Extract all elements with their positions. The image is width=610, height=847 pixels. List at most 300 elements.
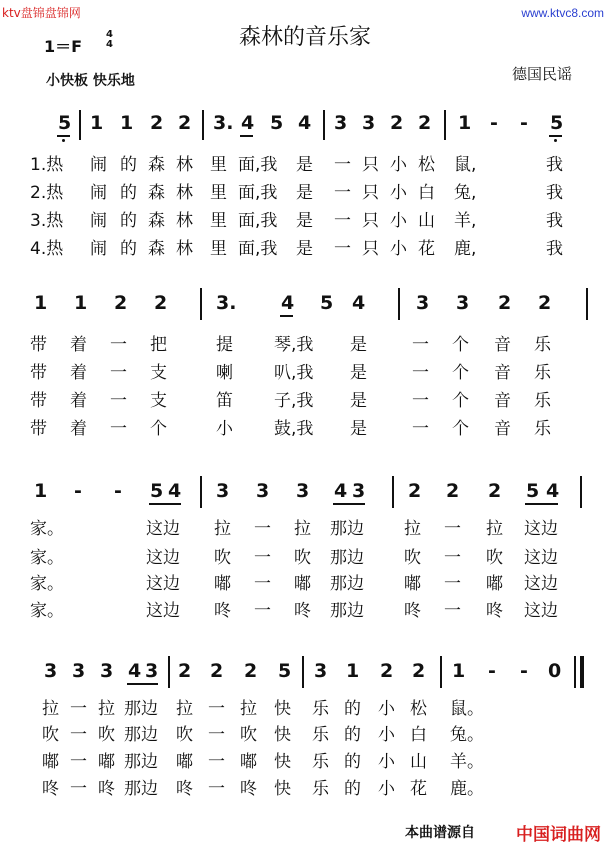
note: - [490, 112, 498, 134]
lyric-syllable: 吹 [42, 725, 59, 745]
barline [323, 110, 325, 140]
lyric-syllable: 家。 [30, 574, 64, 594]
lyric-syllable: 林 [176, 183, 193, 203]
lyric-syllable: 乐 [534, 363, 551, 383]
lyric-syllable: 快 [274, 725, 291, 745]
lyric-syllable: 是 [296, 211, 313, 231]
lyric-syllable: 一 [254, 601, 271, 621]
key-signature: 1＝F [44, 37, 83, 56]
eighth-underline [240, 135, 253, 137]
note: - [74, 480, 82, 502]
watermark-left: ktv盘锦盘锦网 [2, 6, 81, 20]
note: 0 [548, 660, 562, 682]
lyric-line-3 [0, 206, 610, 232]
lyric-syllable: 里 [210, 211, 227, 231]
lyric-syllable: 一 [70, 699, 87, 719]
lyric-syllable: 一 [444, 548, 461, 568]
barline [392, 476, 394, 508]
lyric-syllable: 白 [410, 725, 427, 745]
lyric-syllable: 一 [110, 335, 127, 355]
note: 5 [278, 660, 292, 682]
note: 4 [298, 112, 312, 134]
note: 5 [270, 112, 284, 134]
eighth-underline [549, 135, 562, 137]
score-system-4 [0, 654, 610, 824]
barline [444, 110, 446, 140]
lyric-syllable: 拉 [486, 519, 503, 539]
lyric-syllable: 乐 [312, 699, 329, 719]
lyric-syllable: 吹 [294, 548, 311, 568]
score-system-1 [0, 104, 610, 274]
lyric-syllable: 着 [70, 363, 87, 383]
eighth-underline [333, 503, 365, 505]
lyric-syllable: 我 [546, 155, 563, 175]
note: 3 [334, 112, 348, 134]
note: 4 [128, 660, 142, 682]
note: - [520, 660, 528, 682]
lyric-syllable: 咚 [486, 601, 503, 621]
lyric-syllable: 森 [148, 155, 165, 175]
song-title: 森林的音乐家 [238, 25, 371, 50]
lyric-syllable: 小 [378, 699, 395, 719]
lyric-syllable: 那边 [124, 725, 158, 745]
lyric-syllable: 那边 [124, 699, 158, 719]
lyric-syllable: 面,我 [238, 211, 278, 231]
note: 2 [488, 480, 502, 502]
barline [440, 656, 442, 688]
lyric-syllable: 这边 [524, 601, 558, 621]
lyric-syllable: 的 [344, 752, 361, 772]
lyric-syllable: 家。 [30, 519, 64, 539]
note: 2 [150, 112, 164, 134]
barline [398, 288, 400, 320]
lyric-syllable: 咚 [294, 601, 311, 621]
lyric-syllable: 吹 [214, 548, 231, 568]
lyric-syllable: 4.热 [30, 239, 64, 259]
lyric-syllable: 一 [254, 519, 271, 539]
note: 2 [114, 292, 128, 314]
lyric-syllable: 乐 [534, 335, 551, 355]
time-signature-bottom: 4 [106, 39, 113, 50]
lyric-line-4 [0, 774, 610, 800]
lyric-syllable: 这边 [524, 548, 558, 568]
lyric-syllable: 小 [216, 419, 233, 439]
note: 5 [550, 112, 564, 134]
lyric-syllable: 带 [30, 391, 47, 411]
note: 3 [44, 660, 58, 682]
lyric-syllable: 嘟 [486, 574, 503, 594]
lyric-syllable: 一 [110, 391, 127, 411]
lyric-syllable: 嘟 [176, 752, 193, 772]
note: 2 [244, 660, 258, 682]
lyric-syllable: 那边 [330, 548, 364, 568]
lyric-syllable: 是 [350, 419, 367, 439]
lyric-syllable: 羊。 [450, 752, 484, 772]
lyric-syllable: 喇 [216, 363, 233, 383]
lyric-syllable: 一 [334, 211, 351, 231]
lyric-syllable: 着 [70, 391, 87, 411]
lyric-syllable: 的 [344, 725, 361, 745]
lyric-syllable: 咚 [98, 779, 115, 799]
lyric-syllable: 松 [410, 699, 427, 719]
lyric-syllable: 小 [390, 155, 407, 175]
note: 2 [380, 660, 394, 682]
lyric-syllable: 是 [350, 391, 367, 411]
lyric-syllable: 一 [334, 155, 351, 175]
low-octave-dot [62, 139, 65, 142]
lyric-syllable: 面,我 [238, 183, 278, 203]
lyric-line-1 [0, 694, 610, 720]
lyric-syllable: 咚 [240, 779, 257, 799]
note: 1 [34, 480, 48, 502]
eighth-underline [149, 503, 181, 505]
final-barline-thick [580, 656, 584, 688]
lyric-syllable: 森 [148, 183, 165, 203]
note: 2 [154, 292, 168, 314]
barline [302, 656, 304, 688]
lyric-syllable: 一 [208, 752, 225, 772]
lyric-syllable: 嘟 [404, 574, 421, 594]
lyric-syllable: 山 [418, 211, 435, 231]
lyric-syllable: 3.热 [30, 211, 64, 231]
lyric-syllable: 的 [120, 155, 137, 175]
lyric-syllable: 兔, [454, 183, 477, 203]
note: 4 [352, 292, 366, 314]
watermark-right: www.ktvc8.com [521, 6, 604, 20]
lyric-syllable: 一 [110, 363, 127, 383]
lyric-syllable: 吹 [176, 725, 193, 745]
lyric-syllable: 吹 [98, 725, 115, 745]
source-label: 本曲谱源自 [405, 825, 475, 841]
lyric-line-4 [0, 234, 610, 260]
lyric-syllable: 拉 [214, 519, 231, 539]
lyric-syllable: 拉 [240, 699, 257, 719]
note: 3 [256, 480, 270, 502]
lyric-syllable: 个 [150, 419, 167, 439]
lyric-syllable: 只 [362, 155, 379, 175]
lyric-syllable: 林 [176, 211, 193, 231]
note: 3 [352, 480, 366, 502]
note: 3 [456, 292, 470, 314]
lyric-syllable: 森 [148, 211, 165, 231]
lyric-syllable: 着 [70, 335, 87, 355]
lyric-syllable: 乐 [312, 752, 329, 772]
lyric-syllable: 这边 [146, 574, 180, 594]
note: 3. [213, 112, 234, 134]
barline [586, 288, 588, 320]
lyric-syllable: 那边 [330, 519, 364, 539]
lyric-syllable: 鹿。 [450, 779, 484, 799]
note: 2 [210, 660, 224, 682]
lyric-syllable: 是 [296, 155, 313, 175]
lyric-syllable: 吹 [486, 548, 503, 568]
lyric-syllable: 是 [296, 239, 313, 259]
lyric-syllable: 一 [444, 519, 461, 539]
lyric-syllable: 一 [70, 779, 87, 799]
lyric-syllable: 支 [150, 363, 167, 383]
lyric-syllable: 这边 [524, 574, 558, 594]
lyric-syllable: 拉 [404, 519, 421, 539]
note: 5 [58, 112, 72, 134]
low-octave-dot [554, 139, 557, 142]
source-site-link[interactable]: 中国词曲网 [516, 825, 601, 845]
note: 1 [74, 292, 88, 314]
lyric-syllable: 只 [362, 239, 379, 259]
note: 2 [498, 292, 512, 314]
lyric-syllable: 嘟 [240, 752, 257, 772]
lyric-syllable: 嘟 [214, 574, 231, 594]
lyric-syllable: 白 [418, 183, 435, 203]
lyric-syllable: 快 [274, 752, 291, 772]
lyric-syllable: 乐 [312, 725, 329, 745]
lyric-syllable: 小 [390, 211, 407, 231]
lyric-syllable: 家。 [30, 548, 64, 568]
lyric-syllable: 音 [494, 419, 511, 439]
note: 4 [281, 292, 295, 314]
lyric-syllable: 小 [390, 183, 407, 203]
barline [202, 110, 204, 140]
lyric-syllable: 鼓,我 [274, 419, 314, 439]
lyric-syllable: 拉 [98, 699, 115, 719]
lyric-syllable: 带 [30, 419, 47, 439]
lyric-syllable: 咚 [176, 779, 193, 799]
eighth-underline [280, 315, 293, 317]
note: 5 [526, 480, 540, 502]
lyric-syllable: 闹 [90, 183, 107, 203]
lyric-syllable: 一 [444, 601, 461, 621]
note: 3 [145, 660, 159, 682]
lyric-syllable: 一 [208, 699, 225, 719]
lyric-syllable: 小 [378, 779, 395, 799]
note: 3 [362, 112, 376, 134]
lyric-syllable: 只 [362, 183, 379, 203]
lyric-syllable: 一 [334, 239, 351, 259]
lyric-syllable: 个 [452, 391, 469, 411]
lyric-line-1 [0, 150, 610, 176]
lyric-syllable: 只 [362, 211, 379, 231]
note: - [114, 480, 122, 502]
lyric-syllable: 林 [176, 239, 193, 259]
lyric-syllable: 的 [344, 699, 361, 719]
lyric-syllable: 乐 [534, 419, 551, 439]
lyric-syllable: 带 [30, 335, 47, 355]
note: 1 [120, 112, 134, 134]
barline [200, 288, 202, 320]
lyric-syllable: 一 [412, 391, 429, 411]
lyric-syllable: 里 [210, 239, 227, 259]
lyric-syllable: 音 [494, 363, 511, 383]
lyric-syllable: 一 [70, 725, 87, 745]
lyric-syllable: 的 [120, 183, 137, 203]
lyric-syllable: 山 [410, 752, 427, 772]
lyric-syllable: 拉 [294, 519, 311, 539]
lyric-syllable: 带 [30, 363, 47, 383]
lyric-syllable: 的 [344, 779, 361, 799]
note: 1 [346, 660, 360, 682]
note: 1 [452, 660, 466, 682]
note: 5 [320, 292, 334, 314]
tempo-marking: 小快板 快乐地 [46, 73, 135, 89]
lyric-syllable: 叭,我 [274, 363, 314, 383]
lyric-syllable: 小 [390, 239, 407, 259]
lyric-line-4 [0, 414, 610, 440]
lyric-syllable: 林 [176, 155, 193, 175]
eighth-underline [525, 503, 558, 505]
lyric-syllable: 咚 [214, 601, 231, 621]
lyric-line-2 [0, 358, 610, 384]
lyric-syllable: 提 [216, 335, 233, 355]
lyric-syllable: 兔。 [450, 725, 484, 745]
note: 2 [412, 660, 426, 682]
note: 2 [418, 112, 432, 134]
note: 2 [538, 292, 552, 314]
lyric-syllable: 音 [494, 391, 511, 411]
note: 2 [178, 660, 192, 682]
note: 3. [216, 292, 237, 314]
lyric-syllable: 一 [334, 183, 351, 203]
lyric-syllable: 着 [70, 419, 87, 439]
lyric-syllable: 面,我 [238, 155, 278, 175]
lyric-syllable: 这边 [524, 519, 558, 539]
note: 3 [216, 480, 230, 502]
lyric-syllable: 一 [110, 419, 127, 439]
lyric-syllable: 花 [418, 239, 435, 259]
note: 3 [100, 660, 114, 682]
note: 2 [178, 112, 192, 134]
lyric-syllable: 琴,我 [274, 335, 314, 355]
lyric-syllable: 的 [120, 211, 137, 231]
lyric-line-4 [0, 596, 610, 622]
barline [200, 476, 202, 508]
barline [79, 110, 81, 140]
note: - [520, 112, 528, 134]
note: 4 [241, 112, 255, 134]
time-signature-top: 4 [106, 29, 113, 40]
lyric-syllable: 我 [546, 239, 563, 259]
lyric-syllable: 家。 [30, 601, 64, 621]
lyric-syllable: 子,我 [274, 391, 314, 411]
lyric-syllable: 这边 [146, 548, 180, 568]
lyric-syllable: 一 [208, 779, 225, 799]
note: 3 [416, 292, 430, 314]
lyric-syllable: 支 [150, 391, 167, 411]
lyric-syllable: 羊, [454, 211, 477, 231]
lyric-syllable: 乐 [534, 391, 551, 411]
lyric-syllable: 一 [444, 574, 461, 594]
lyric-syllable: 那边 [330, 601, 364, 621]
lyric-syllable: 个 [452, 363, 469, 383]
lyric-syllable: 拉 [42, 699, 59, 719]
lyric-syllable: 一 [412, 363, 429, 383]
lyric-syllable: 2.热 [30, 183, 64, 203]
note: 4 [168, 480, 182, 502]
lyric-syllable: 鼠, [454, 155, 477, 175]
lyric-syllable: 吹 [240, 725, 257, 745]
note: 3 [314, 660, 328, 682]
lyric-syllable: 那边 [330, 574, 364, 594]
barline [168, 656, 170, 688]
lyric-syllable: 一 [254, 548, 271, 568]
lyric-line-2 [0, 543, 610, 569]
lyric-syllable: 里 [210, 155, 227, 175]
note: 2 [446, 480, 460, 502]
lyric-syllable: 松 [418, 155, 435, 175]
lyric-line-3 [0, 386, 610, 412]
lyric-syllable: 小 [378, 725, 395, 745]
lyric-syllable: 音 [494, 335, 511, 355]
lyric-syllable: 那边 [124, 779, 158, 799]
lyric-line-2 [0, 720, 610, 746]
note: 1 [458, 112, 472, 134]
note: 3 [72, 660, 86, 682]
lyric-syllable: 咚 [42, 779, 59, 799]
lyric-syllable: 是 [350, 363, 367, 383]
lyric-line-3 [0, 747, 610, 773]
note: 1 [90, 112, 104, 134]
lyric-syllable: 我 [546, 211, 563, 231]
score-system-3 [0, 472, 610, 642]
lyric-syllable: 拉 [176, 699, 193, 719]
lyric-syllable: 鹿, [454, 239, 477, 259]
lyric-syllable: 一 [70, 752, 87, 772]
lyric-syllable: 嘟 [42, 752, 59, 772]
lyric-syllable: 的 [120, 239, 137, 259]
lyric-syllable: 嘟 [294, 574, 311, 594]
eighth-underline [57, 135, 70, 137]
lyric-syllable: 是 [296, 183, 313, 203]
lyric-syllable: 个 [452, 419, 469, 439]
note: 2 [390, 112, 404, 134]
lyric-syllable: 乐 [312, 779, 329, 799]
lyric-syllable: 我 [546, 183, 563, 203]
lyric-syllable: 1.热 [30, 155, 64, 175]
lyric-syllable: 快 [274, 779, 291, 799]
lyric-syllable: 吹 [404, 548, 421, 568]
lyric-syllable: 是 [350, 335, 367, 355]
note: 4 [546, 480, 560, 502]
lyric-line-1 [0, 514, 610, 540]
lyric-syllable: 闹 [90, 211, 107, 231]
lyric-syllable: 这边 [146, 519, 180, 539]
note: 4 [334, 480, 348, 502]
lyric-syllable: 面,我 [238, 239, 278, 259]
note: - [488, 660, 496, 682]
lyric-line-1 [0, 330, 610, 356]
lyric-syllable: 闹 [90, 155, 107, 175]
lyric-syllable: 那边 [124, 752, 158, 772]
lyric-syllable: 咚 [404, 601, 421, 621]
time-signature [106, 30, 113, 50]
lyric-syllable: 一 [254, 574, 271, 594]
lyric-syllable: 花 [410, 779, 427, 799]
lyric-syllable: 笛 [216, 391, 233, 411]
lyric-syllable: 一 [412, 335, 429, 355]
lyric-syllable: 一 [412, 419, 429, 439]
barline [580, 476, 582, 508]
lyric-syllable: 森 [148, 239, 165, 259]
note: 2 [408, 480, 422, 502]
score-system-2 [0, 284, 610, 454]
note: 3 [296, 480, 310, 502]
lyric-syllable: 快 [274, 699, 291, 719]
lyric-line-2 [0, 178, 610, 204]
lyric-syllable: 嘟 [98, 752, 115, 772]
lyric-syllable: 里 [210, 183, 227, 203]
lyric-syllable: 鼠。 [450, 699, 484, 719]
song-origin: 德国民谣 [512, 65, 573, 83]
lyric-line-3 [0, 569, 610, 595]
lyric-syllable: 小 [378, 752, 395, 772]
